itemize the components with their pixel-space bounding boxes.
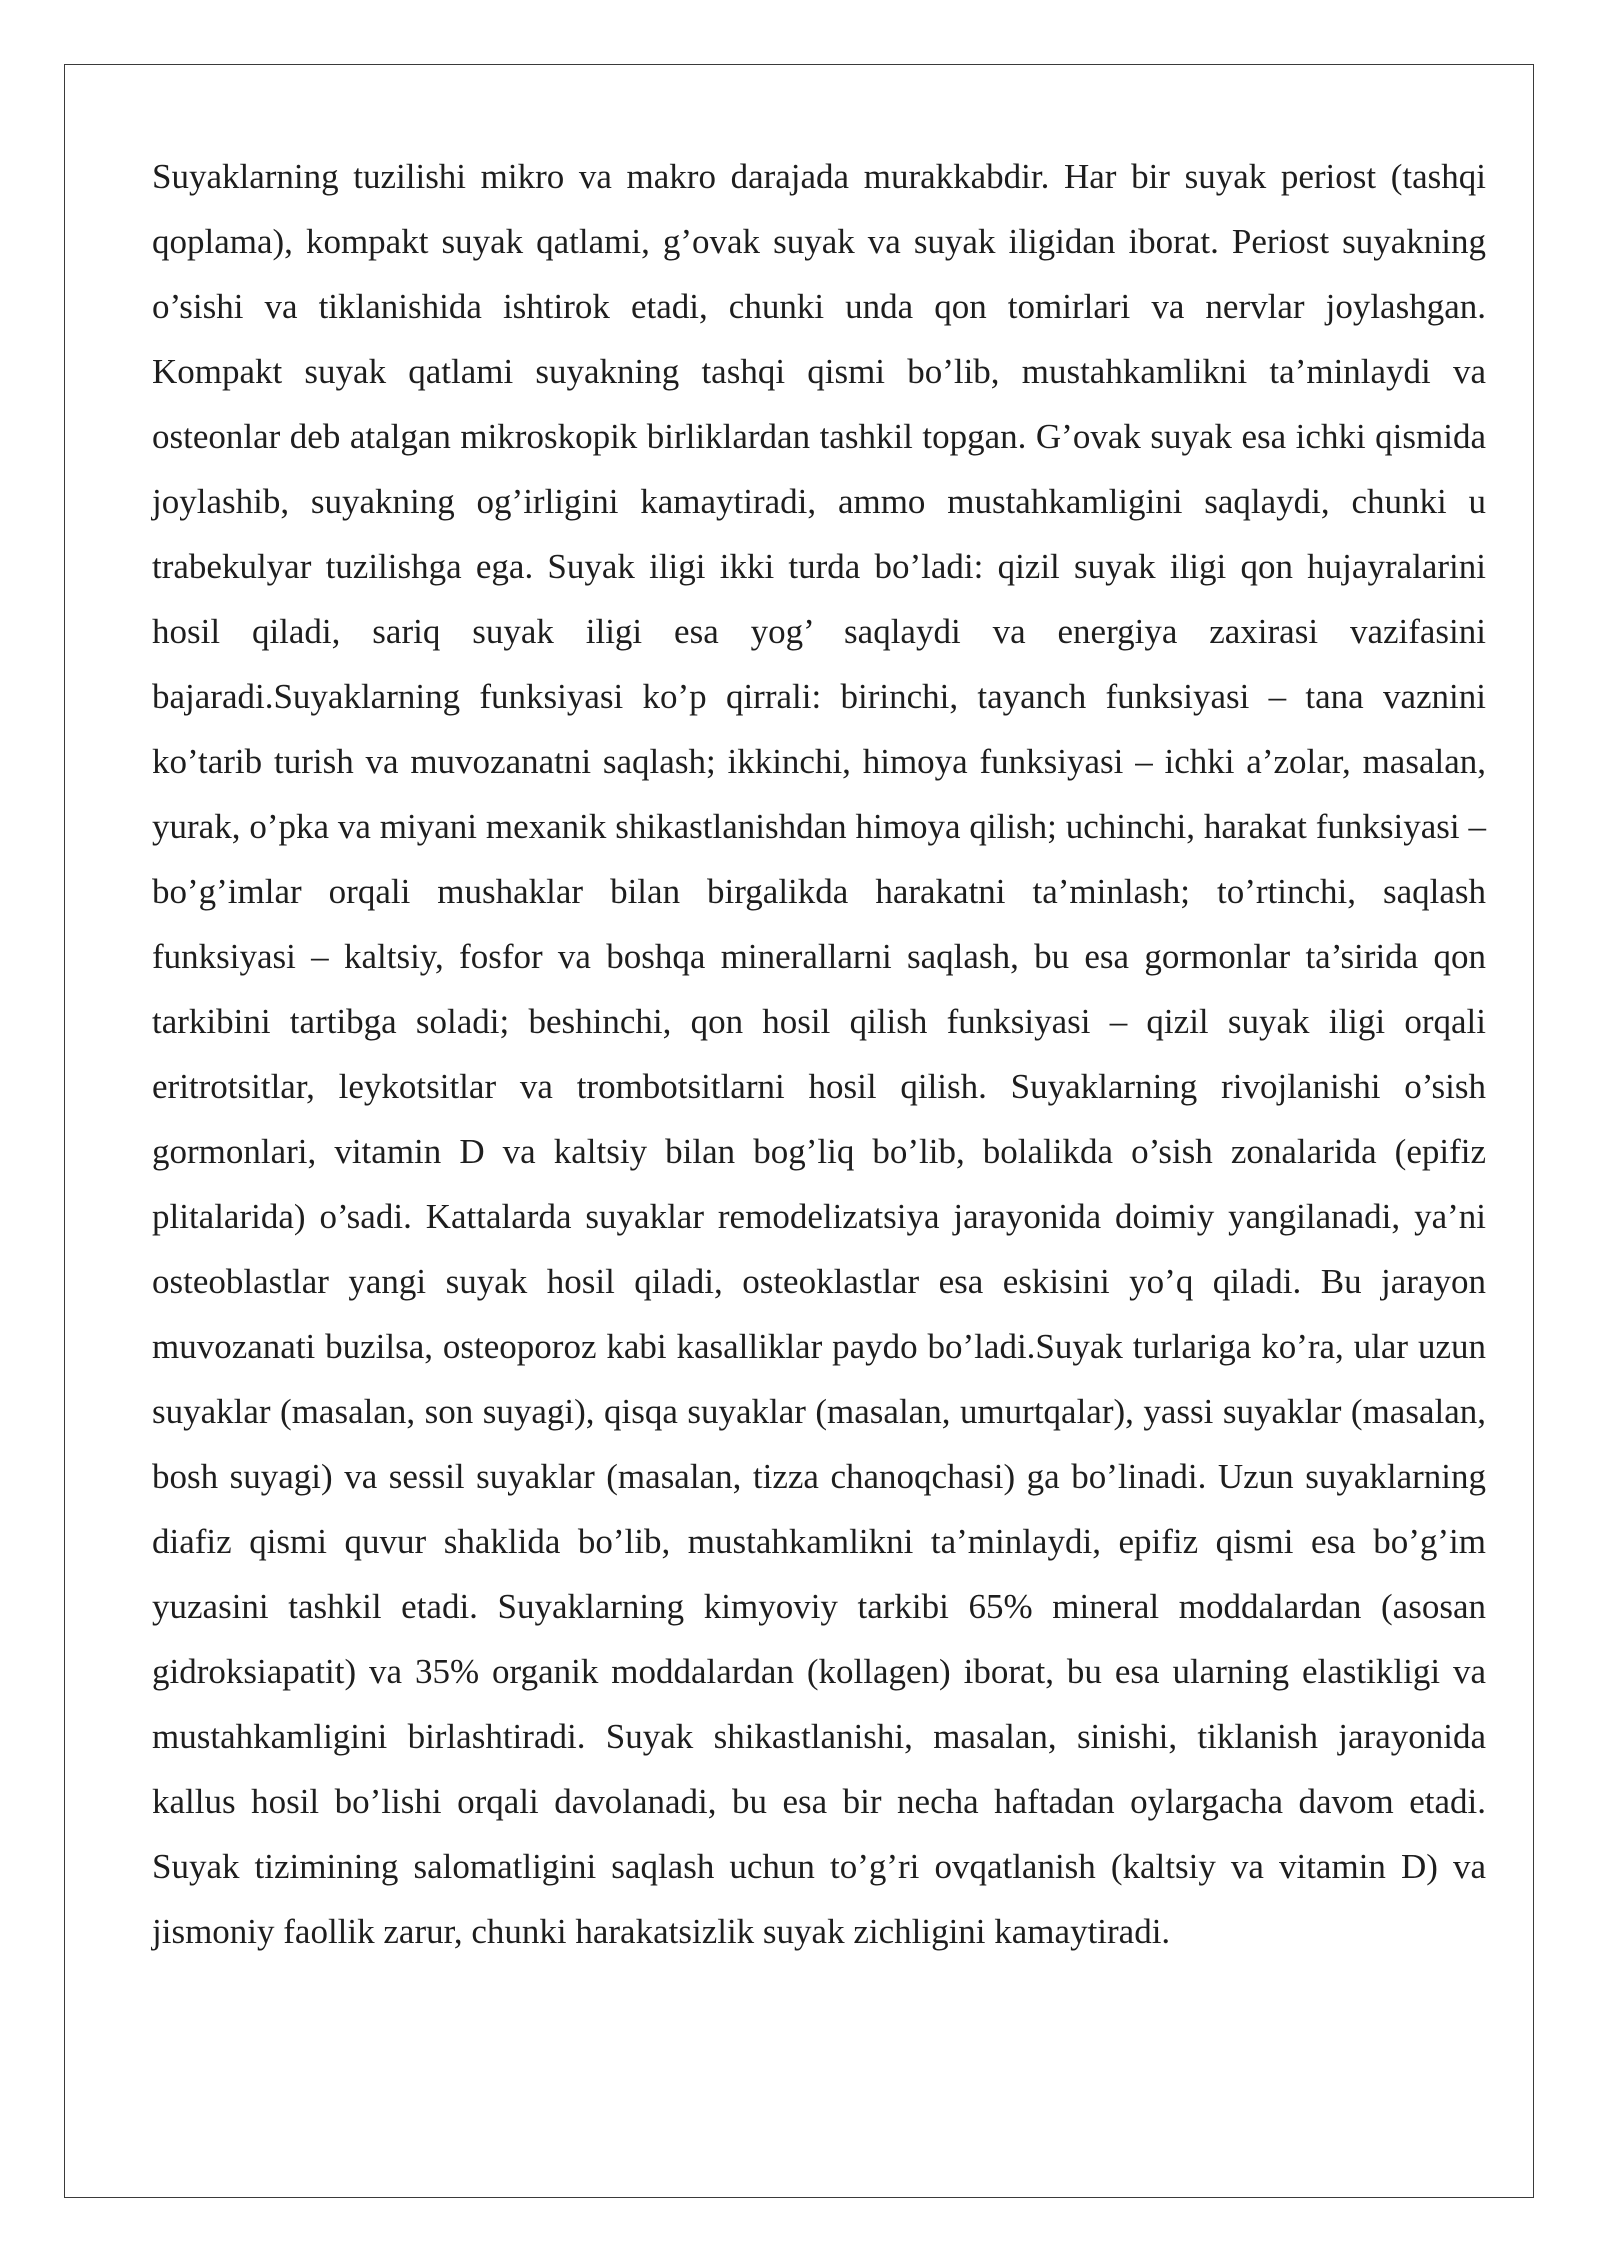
body-paragraph: Suyaklarning tuzilishi mikro va makro darajada murakkabdir. Har bir suyak periost (tashqi qoplama), kompakt suyak qatlami, g’ovak suyak va suyak iligidan iborat. Periost suyakning o’sishi va tiklanishida ishtirok etadi, chunki unda qon tomirlari va nervlar joylashgan. Kompakt suyak qatlami suyakning tashqi qismi bo’lib, mustahkamlikni ta’minlaydi va osteonlar deb atalgan mikroskopik birliklardan tashkil topgan. G’ovak suyak esa ichki qismida joylashib, suyakning og’irligini kamaytiradi, ammo mustahkamligini saqlaydi, chunki u trabekulyar tuzilishga ega. Suyak iligi ikki turda bo’ladi: qizil suyak iligi qon hujayralarini hosil qiladi, sariq suyak iligi esa yog’ saqlaydi va energiya zaxirasi vazifasini bajaradi.Suyaklarning funksiyasi ko’p qirrali: birinchi, tayanch funksiyasi – tana vaznini ko’tarib turish va muvozanatni saqlash; ikkinchi, himoya funksiyasi – ichki a’zolar, masalan, yurak, o’pka va miyani mexanik shikastlanishdan himoya qilish; uchinchi, harakat funksiyasi – bo’g’imlar orqali mushaklar bilan birgalikda harakatni ta’minlash; to’rtinchi, saqlash funksiyasi – kaltsiy, fosfor va boshqa minerallarni saqlash, bu esa gormonlar ta’sirida qon tarkibini tartibga soladi; beshinchi, qon hosil qilish funksiyasi – qizil suyak iligi orqali eritrotsitlar, leykotsitlar va trombotsitlarni hosil qilish. Suyaklarning rivojlanishi o’sish gormonlari, vitamin D va kaltsiy bilan bog’liq bo’lib, bolalikda o’sish zonalarida (epifiz plitalarida) o’sadi. Kattalarda suyaklar remodelizatsiya jarayonida doimiy yangilanadi, ya’ni osteoblastlar yangi suyak hosil qiladi, osteoklastlar esa eskisini yo’q qiladi. Bu jarayon muvozanati buzilsa, osteoporoz kabi kasalliklar paydo bo’ladi.Suyak turlariga ko’ra, ular uzun suyaklar (masalan, son suyagi), qisqa suyaklar (masalan, umurtqalar), yassi suyaklar (masalan, bosh suyagi) va sessil suyaklar (masalan, tizza chanoqchasi) ga bo’linadi. Uzun suyaklarning diafiz qismi quvur shaklida bo’lib, mustahkamlikni ta’minlaydi, epifiz qismi esa bo’g’im yuzasini tashkil etadi. Suyaklarning kimyoviy tarkibi 65% mineral moddalardan (asosan gidroksiapatit) va 35% organik moddalardan (kollagen) iborat, bu esa ularning elastikligi va mustahkamligini birlashtiradi. Suyak shikastlanishi, masalan, sinishi, tiklanish jarayonida kallus hosil bo’lishi orqali davolanadi, bu esa bir necha haftadan oylargacha davom etadi. Suyak tizimining salomatligini saqlash uchun to’g’ri ovqatlanish (kaltsiy va vitamin D) va jismoniy faollik zarur, chunki harakatsizlik suyak zichligini kamaytiradi. [152, 157, 1486, 1951]
